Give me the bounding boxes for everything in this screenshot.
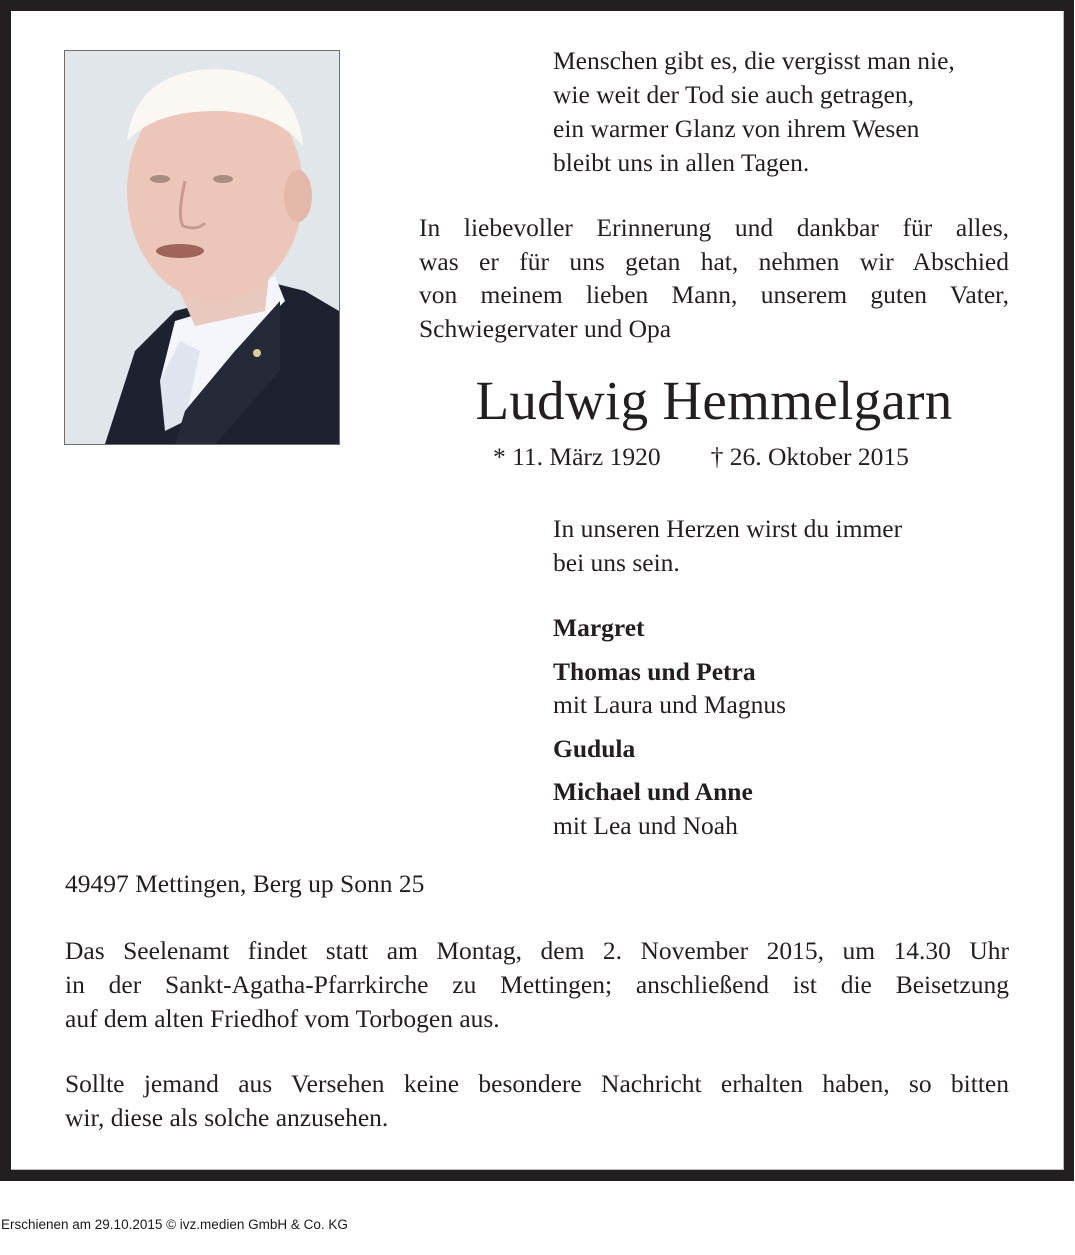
portrait-photo — [64, 50, 340, 445]
heart-quote-line: In unseren Herzen wirst du immer — [553, 514, 903, 543]
family-list — [553, 611, 786, 852]
family-names: Michael und Anne — [553, 777, 753, 806]
birth-date: * 11. März 1920 — [493, 442, 661, 471]
service-line: in der Sankt-Agatha-Pfarrkirche zu Mettingen; anschließend ist die Beisetzung — [65, 970, 1009, 999]
poem-line: wie weit der Tod sie auch getragen, — [553, 80, 914, 109]
family-names: Gudula — [553, 733, 636, 763]
portrait-icon — [65, 51, 339, 444]
life-dates — [493, 441, 909, 473]
family-group — [553, 732, 786, 766]
family-group — [553, 655, 786, 722]
notice-line: Sollte jemand aus Versehen keine besondere Nachricht erhalten haben, so bitten — [65, 1069, 1009, 1098]
poem-line: bleibt uns in allen Tagen. — [553, 148, 810, 177]
family-children: mit Lea und Noah — [553, 810, 738, 840]
service-line: auf dem alten Friedhof vom Torbogen aus. — [65, 1004, 500, 1033]
intro-line: was er für uns getan hat, nehmen wir Abschied — [419, 246, 1009, 276]
notice-text — [65, 1067, 1009, 1134]
family-names: Margret — [553, 613, 645, 642]
heart-quote — [553, 512, 902, 579]
intro-line: Schwiegervater und Opa — [419, 313, 672, 343]
poem-line: Menschen gibt es, die vergisst man nie, — [553, 46, 955, 75]
deceased-name: Ludwig Hemmelgarn — [475, 370, 953, 431]
intro-line: von meinem lieben Mann, unserem guten Vater, — [419, 280, 1009, 309]
intro-line: In liebevoller Erinnerung und dankbar für alles, — [419, 213, 1009, 242]
family-names: Thomas und Petra — [553, 656, 756, 686]
family-group — [553, 775, 786, 842]
death-date: † 26. Oktober 2015 — [710, 442, 909, 471]
intro-text — [419, 211, 1009, 345]
publication-footer: Erschienen am 29.10.2015 © ivz.medien GmbH & Co. KG — [1, 1217, 348, 1232]
notice-line: wir, diese als solche anzusehen. — [65, 1102, 389, 1132]
heart-quote-line: bei uns sein. — [553, 547, 680, 577]
poem — [553, 44, 955, 180]
service-info — [65, 934, 1009, 1036]
family-group — [553, 611, 786, 645]
address: 49497 Mettingen, Berg up Sonn 25 — [65, 869, 425, 898]
family-children: mit Laura und Magnus — [553, 690, 786, 719]
poem-line: ein warmer Glanz von ihrem Wesen — [553, 114, 920, 143]
service-line: Das Seelenamt findet statt am Montag, dem 2. November 2015, um 14.30 Uhr — [65, 936, 1009, 965]
